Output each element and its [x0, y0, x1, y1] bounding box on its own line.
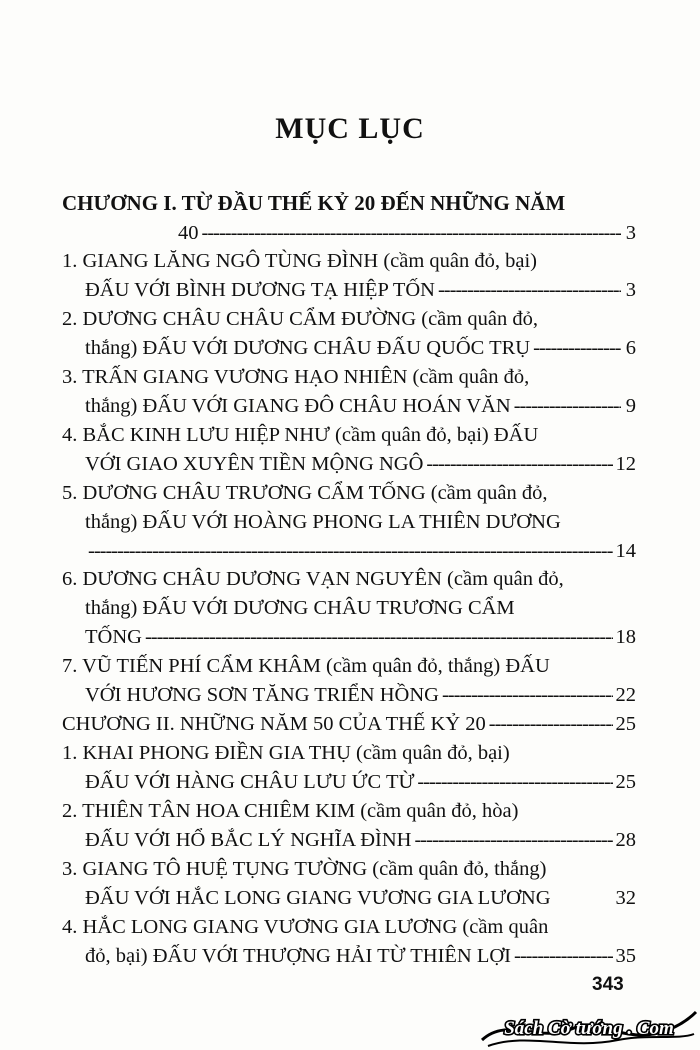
toc-line: [62, 362, 636, 392]
page-title: MỤC LỤC: [275, 112, 425, 145]
toc-entry-text: VỚI HƯƠNG SƠN TĂNG TRIỂN HỒNG: [85, 684, 439, 706]
toc-page-number: 6: [625, 337, 636, 359]
toc-line: [62, 333, 636, 363]
dot-leader: [145, 622, 613, 652]
toc-line: [62, 941, 636, 971]
watermark-logo: [478, 1006, 700, 1050]
toc-line: [62, 449, 636, 479]
toc-line: [62, 622, 636, 652]
toc-entry-text: thắng) ĐẤU VỚI DƯƠNG CHÂU ĐẤU QUỐC TRỤ: [85, 337, 531, 359]
dot-leader: [414, 825, 612, 855]
toc-entry-text: 6. DƯƠNG CHÂU DƯƠNG VẠN NGUYÊN (cầm quân đỏ,: [62, 568, 564, 590]
toc-line: [62, 738, 636, 768]
toc-page-number: 25: [615, 771, 636, 793]
dot-leader: [514, 941, 612, 971]
toc-line: [62, 680, 636, 710]
toc-entry-text: 1. KHAI PHONG ĐIỀN GIA THỤ (cầm quân đỏ, bại): [62, 742, 510, 764]
toc-line: [62, 246, 636, 276]
toc-entry-text: thắng) ĐẤU VỚI HOÀNG PHONG LA THIÊN DƯƠNG: [85, 511, 561, 533]
toc-entry-text: ĐẤU VỚI HỔ BẮC LÝ NGHĨA ĐÌNH: [85, 829, 412, 851]
toc-line: [62, 825, 636, 855]
toc-page-number: 35: [615, 945, 636, 967]
dot-leader: [489, 709, 613, 739]
toc-line: [62, 883, 636, 913]
toc-page-number: 28: [615, 829, 636, 851]
toc-entry-text: CHƯƠNG I. TỪ ĐẦU THẾ KỶ 20 ĐẾN NHỮNG NĂM: [62, 191, 566, 215]
dot-leader: [438, 275, 621, 305]
toc-line: [62, 564, 636, 594]
toc-line: [62, 188, 636, 218]
toc-entry-text: 3. GIANG TÔ HUỆ TỤNG TƯỜNG (cầm quân đỏ, thắng): [62, 858, 547, 880]
dot-leader: [442, 680, 613, 710]
toc-entry-text: 2. THIÊN TÂN HOA CHIÊM KIM (cầm quân đỏ, hòa): [62, 800, 519, 822]
toc-line: [62, 796, 636, 826]
toc-line: [62, 304, 636, 334]
toc-page-number: 9: [625, 395, 636, 417]
toc-entry-text: đỏ, bại) ĐẤU VỚI THƯỢNG HẢI TỪ THIÊN LỢI: [85, 945, 512, 967]
toc-line: [62, 218, 636, 248]
toc-line: [62, 709, 636, 739]
toc-line: [62, 536, 636, 566]
toc-entry-text: thắng) ĐẤU VỚI GIANG ĐÔ CHÂU HOÁN VĂN: [85, 395, 511, 417]
dot-leader: [202, 218, 622, 248]
toc-entry-text: 5. DƯƠNG CHÂU TRƯƠNG CẨM TỐNG (cầm quân đỏ,: [62, 482, 548, 504]
toc-page-number: 22: [615, 684, 636, 706]
toc-page-number: 14: [615, 540, 636, 562]
dot-leader: [417, 767, 612, 797]
toc-entry-text: TỐNG: [85, 626, 142, 648]
toc-entry-text: CHƯƠNG II. NHỮNG NĂM 50 CỦA THẾ KỶ 20: [62, 713, 486, 735]
toc-entry-text: thắng) ĐẤU VỚI DƯƠNG CHÂU TRƯƠNG CẨM: [85, 597, 515, 619]
toc-entry-text: ĐẤU VỚI BÌNH DƯƠNG TẠ HIỆP TỐN: [85, 279, 435, 301]
toc-entry-text: VỚI GIAO XUYÊN TIỀN MỘNG NGÔ: [85, 453, 424, 475]
toc-line: [62, 507, 636, 537]
toc-entry-text: 2. DƯƠNG CHÂU CHÂU CẨM ĐƯỜNG (cầm quân đỏ,: [62, 308, 538, 330]
dot-leader: [533, 333, 621, 363]
toc-line: [62, 767, 636, 797]
toc-page-number: 32: [615, 887, 636, 909]
toc-page-number: 25: [615, 713, 636, 735]
toc-entry-text: 3. TRẤN GIANG VƯƠNG HẠO NHIÊN (cầm quân đỏ,: [62, 366, 530, 388]
toc-line: [62, 391, 636, 421]
toc-entry-text: 4. HẮC LONG GIANG VƯƠNG GIA LƯƠNG (cầm quân: [62, 916, 549, 938]
toc-page-number: 18: [615, 626, 636, 648]
toc-line: [62, 478, 636, 508]
toc-page-number: 3: [625, 279, 636, 301]
toc-entry-text: 7. VŨ TIẾN PHÍ CẨM KHÂM (cầm quân đỏ, thắng) ĐẤU: [62, 655, 550, 677]
dot-leader: [514, 391, 621, 421]
toc-line: [62, 912, 636, 942]
toc-line: [62, 854, 636, 884]
toc-line: [62, 420, 636, 450]
dot-leader: [88, 536, 613, 566]
toc-page-number: 3: [625, 222, 636, 244]
toc-entry-text: 4. BẮC KINH LƯU HIỆP NHƯ (cầm quân đỏ, bại) ĐẤU: [62, 424, 539, 446]
toc-line: [62, 593, 636, 623]
toc-line: [62, 651, 636, 681]
toc-entry-text: ĐẤU VỚI HÀNG CHÂU LƯU ỨC TỪ: [85, 771, 415, 793]
page-number: 343: [592, 974, 624, 995]
toc-entry-text: ĐẤU VỚI HẮC LONG GIANG VƯƠNG GIA LƯƠNG: [85, 887, 551, 909]
toc-page-number: 12: [615, 453, 636, 475]
svg-text:Sách Cờ tướng . Com: Sách Cờ tướng . Com: [504, 1018, 674, 1039]
dot-leader: [426, 449, 612, 479]
toc-line: [62, 275, 636, 305]
toc-entry-text: 1. GIANG LĂNG NGÔ TÙNG ĐÌNH (cầm quân đỏ, bại): [62, 250, 538, 272]
toc-entry-text: 40: [178, 222, 199, 244]
